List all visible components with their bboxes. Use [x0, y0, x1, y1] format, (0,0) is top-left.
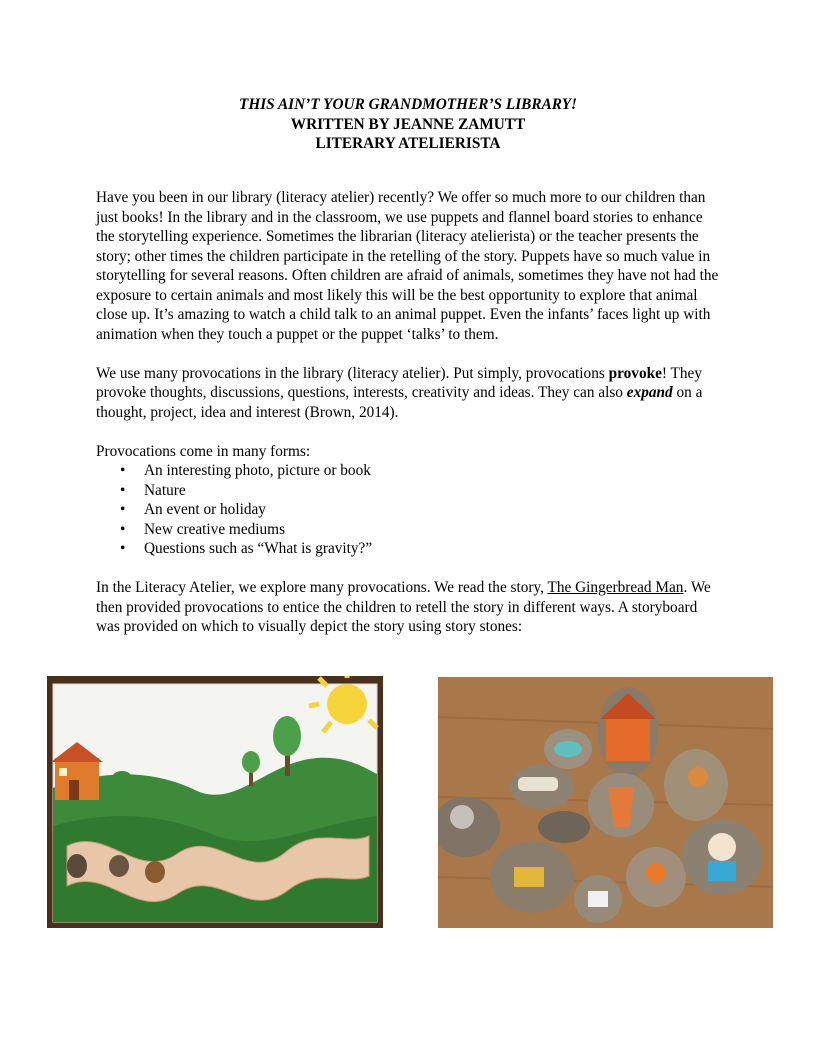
text-run: . We then provided provocations to entice the children to retell the story in different ways. A storyboard was provided on which to visually depict the story using story stones:: [96, 579, 711, 635]
paragraph-gingerbread: [96, 578, 720, 637]
list-item: • New creative mediums: [96, 520, 720, 540]
text-run: In the Literacy Atelier, we explore many provocations. We read the story,: [96, 579, 548, 596]
storyboard-illustration: [47, 676, 383, 928]
header: [0, 95, 816, 154]
provocations-lead: Provocations come in many forms:: [96, 442, 311, 460]
story-stones-illustration: [438, 677, 773, 928]
text-run: ! They provoke thoughts, discussions, questions, interests, creativity and ideas. They can also: [96, 364, 702, 401]
article-body: [96, 188, 720, 656]
bold-provoke: provoke: [608, 364, 662, 382]
byline: WRITTEN BY JEANNE ZAMUTT: [290, 115, 526, 133]
provocations-list: [96, 461, 720, 559]
list-item: • An interesting photo, picture or book: [96, 461, 720, 481]
list-item: • Nature: [96, 481, 720, 501]
list-item: • Questions such as “What is gravity?”: [96, 539, 720, 559]
page-title: THIS AIN’T YOUR GRANDMOTHER’S LIBRARY!: [238, 96, 577, 113]
storyboard-photo: [47, 676, 383, 928]
list-item: • An event or holiday: [96, 500, 720, 520]
text-run: We use many provocations in the library (literacy atelier). Put simply, provocations: [96, 364, 609, 382]
paragraph-intro: Have you been in our library (literacy atelier) recently? We offer so much more to our children than just books! In the library and in the classroom, we use puppets and flannel board stories to enhance the storytelling experience. Sometimes the librarian (literacy atelierista) or the teacher presents the story; other times the children participate in the retelling of the story. Puppets have so much value in storytelling for several reasons. Often children are afraid of animals, sometimes they have not had the exposure to certain animals and most likely this will be the best opportunity to explore that animal close up. It’s amazing to watch a child talk to an animal puppet. Even the infants’ faces light up with animation when they touch a puppet or the puppet ‘talks’ to them.: [96, 189, 719, 343]
author-role: LITERARY ATELIERISTA: [315, 135, 501, 152]
paragraph-provocations: [96, 364, 720, 423]
book-title: The Gingerbread Man: [547, 579, 684, 596]
story-stones-photo: [438, 677, 773, 928]
bold-italic-expand: expand: [626, 384, 673, 401]
text-run: on a thought, project, idea and interest (Brown, 2014).: [96, 384, 703, 421]
